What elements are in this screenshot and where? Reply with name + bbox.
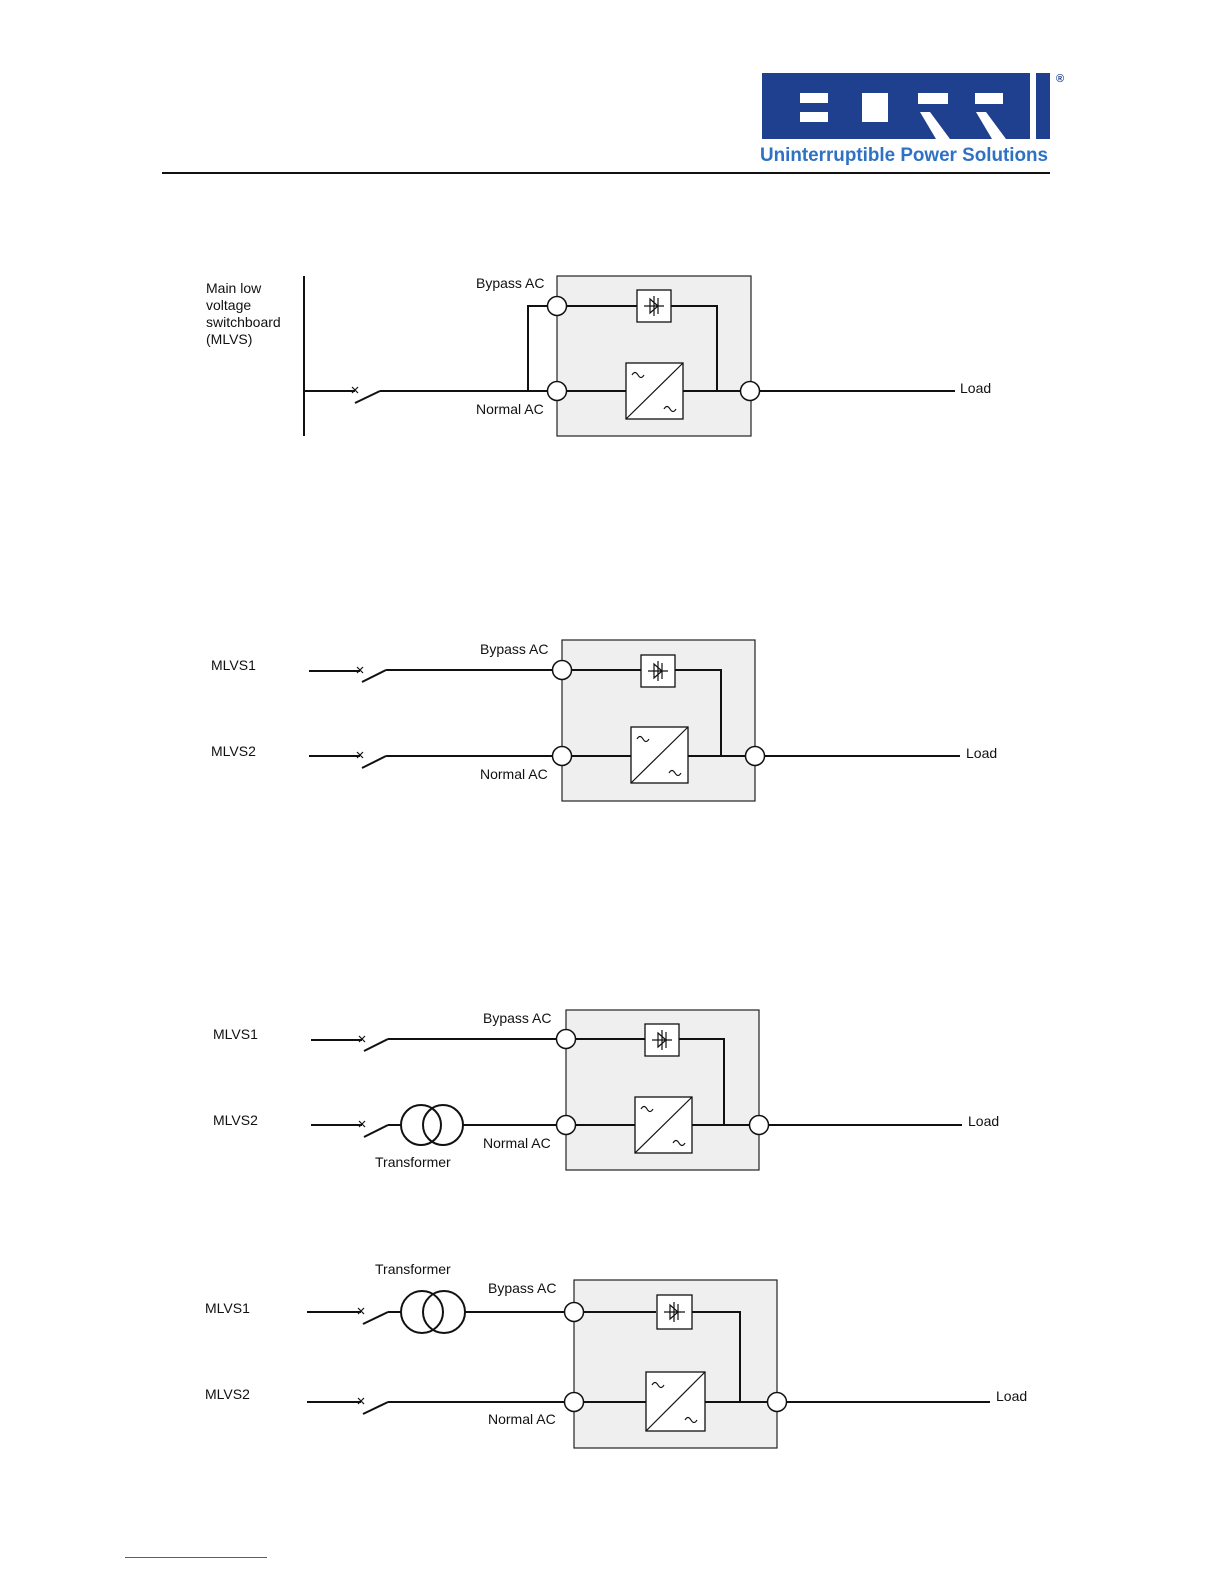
load-label: Load	[966, 745, 998, 761]
logo-tagline: Uninterruptible Power Solutions	[760, 144, 1049, 166]
ac-ac-converter-icon	[631, 727, 688, 783]
ac-ac-converter-icon	[626, 363, 683, 419]
borri-logo	[760, 73, 1064, 166]
thyristor-static-switch-icon	[657, 1295, 692, 1329]
bypass-ac-label: Bypass AC	[488, 1280, 557, 1296]
normal-ac-terminal	[553, 747, 572, 766]
mlvs1-label: MLVS1	[213, 1026, 258, 1042]
logo-registered-mark: ®	[1056, 73, 1065, 85]
thyristor-static-switch-icon	[645, 1024, 679, 1056]
mlvs-label-line-1: Main low	[206, 280, 262, 296]
bypass-ac-terminal	[548, 297, 567, 316]
transformer-label: Transformer	[375, 1261, 451, 1277]
bypass-ac-label: Bypass AC	[480, 641, 549, 657]
normal-ac-label: Normal AC	[480, 766, 548, 782]
bypass-ac-terminal	[553, 661, 572, 680]
output-terminal	[768, 1393, 787, 1412]
bypass-tap-wire	[528, 306, 557, 391]
ac-ac-converter-icon	[635, 1097, 692, 1153]
circuit-breaker-icon	[352, 387, 380, 403]
mlvs2-label: MLVS2	[213, 1112, 258, 1128]
mlvs-label-line-2: voltage	[206, 297, 252, 313]
circuit-breaker-icon	[357, 667, 386, 682]
normal-ac-terminal	[565, 1393, 584, 1412]
diagram-dual-source-transformer-bypass	[205, 1261, 1027, 1448]
bypass-ac-terminal	[565, 1303, 584, 1322]
normal-ac-terminal	[557, 1116, 576, 1135]
output-terminal	[741, 382, 760, 401]
output-terminal	[746, 747, 765, 766]
circuit-breaker-icon	[359, 1121, 388, 1137]
bypass-ac-terminal	[557, 1030, 576, 1049]
circuit-breaker-icon	[358, 1398, 388, 1414]
transformer-label: Transformer	[375, 1154, 451, 1170]
logo-wordmark-text: BORRI	[899, 104, 913, 109]
mlvs-label-line-3: switchboard	[206, 314, 281, 330]
mlvs2-label: MLVS2	[211, 743, 256, 759]
circuit-breaker-icon	[357, 752, 386, 768]
diagram-dual-source	[211, 640, 997, 801]
diagram-dual-source-transformer-normal	[213, 1010, 999, 1170]
circuit-breaker-icon	[359, 1036, 388, 1051]
mlvs1-label: MLVS1	[211, 657, 256, 673]
mlvs-label-line-4: (MLVS)	[206, 331, 253, 347]
load-label: Load	[996, 1388, 1028, 1404]
ac-ac-converter-icon	[646, 1372, 705, 1431]
footer-link-underline[interactable]	[125, 1557, 267, 1558]
circuit-breaker-icon	[358, 1308, 388, 1324]
load-label: Load	[960, 380, 992, 396]
transformer-icon	[401, 1105, 463, 1145]
load-label: Load	[968, 1113, 1000, 1129]
mlvs1-label: MLVS1	[205, 1300, 250, 1316]
bypass-ac-label: Bypass AC	[483, 1010, 552, 1026]
transformer-icon	[401, 1291, 465, 1333]
bypass-ac-label: Bypass AC	[476, 275, 545, 291]
thyristor-static-switch-icon	[641, 655, 675, 687]
diagram-single-source	[206, 275, 991, 436]
normal-ac-label: Normal AC	[483, 1135, 551, 1151]
mlvs2-label: MLVS2	[205, 1386, 250, 1402]
normal-ac-label: Normal AC	[476, 401, 544, 417]
normal-ac-label: Normal AC	[488, 1411, 556, 1427]
thyristor-static-switch-icon	[637, 290, 671, 322]
normal-ac-terminal	[548, 382, 567, 401]
output-terminal	[750, 1116, 769, 1135]
logo-wordmark-graphic	[762, 73, 1050, 139]
